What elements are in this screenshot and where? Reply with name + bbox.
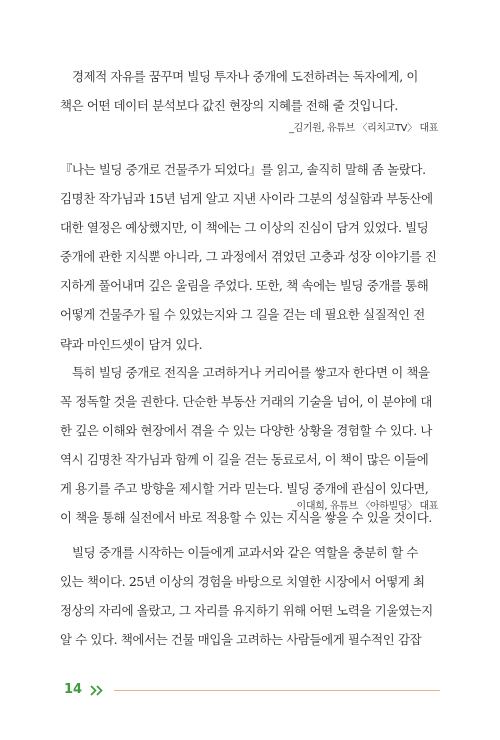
endorsement-3-text bbox=[60, 538, 438, 654]
text-line: 알 수 있다. 책에서는 건물 매입을 고려하는 사람들에게 필수적인 감잡 bbox=[60, 632, 422, 648]
endorsement-1-text bbox=[60, 62, 438, 120]
page-footer bbox=[64, 681, 440, 701]
text-line: 어떻게 건물주가 될 수 있었는지와 그 길을 걷는 데 필요한 실질적인 전 bbox=[60, 307, 425, 323]
text-line: 꼭 정독할 것을 권한다. 단순한 부동산 거래의 기술을 넘어, 이 분야에 대 bbox=[60, 394, 432, 410]
text-line: 있는 책이다. 25년 이상의 경험을 바탕으로 치열한 시장에서 어떻게 최 bbox=[60, 574, 425, 590]
text-line: 략과 마인드셋이 담겨 있다. bbox=[60, 336, 203, 352]
text-line: 역시 김명찬 작가님과 함께 이 길을 걷는 동료로서, 이 책이 많은 이들에 bbox=[60, 452, 429, 468]
double-chevron-right-icon bbox=[90, 685, 104, 696]
text-line: 한 깊은 이해와 현장에서 겪을 수 있는 다양한 상황을 경험할 수 있다. 나 bbox=[60, 423, 432, 439]
text-line: 경제적 자유를 꿈꾸며 빌딩 투자나 중개에 도전하려는 독자에게, 이 bbox=[72, 69, 419, 84]
text-line: 『나는 빌딩 중개로 건물주가 되었다』를 읽고, 솔직히 말해 좀 놀랐다. bbox=[60, 162, 426, 177]
text-line: 특히 빌딩 중개로 전직을 고려하거나 커리어를 쌓고자 한다면 이 책을 bbox=[72, 365, 430, 380]
text-line: 게 용기를 주고 방향을 제시할 거라 믿는다. 빌딩 중개에 관심이 있다면, bbox=[60, 481, 429, 497]
text-line: 대한 열정은 예상했지만, 이 책에는 그 이상의 진심이 담겨 있었다. 빌딩 bbox=[60, 220, 429, 236]
text-line: 지하게 풀어내며 깊은 울림을 주었다. 또한, 책 속에는 빌딩 중개를 통해 bbox=[60, 278, 429, 294]
text-line: 빌딩 중개를 시작하는 이들에게 교과서와 같은 역할을 충분히 할 수 bbox=[72, 545, 419, 560]
endorsement-2-signature: _이대희, 유튜브 〈아하빌딩〉 대표 bbox=[291, 501, 438, 512]
text-line: 정상의 자리에 올랐고, 그 자리를 유지하기 위해 어떤 노력을 기울였는지 bbox=[60, 603, 433, 619]
text-line: 책은 어떤 데이터 분석보다 값진 현장의 지혜를 전해 줄 것입니다. bbox=[60, 98, 398, 114]
text-line: 이 책을 통해 실전에서 바로 적용할 수 있는 지식을 쌓을 수 있을 것이다. bbox=[60, 510, 432, 526]
footer-rule bbox=[114, 690, 440, 691]
endorsement-2-paragraph-1 bbox=[60, 155, 438, 359]
page-number: 14 bbox=[64, 682, 83, 697]
text-line: 중개에 관한 지식뿐 아니라, 그 과정에서 겪었던 고충과 성장 이야기를 진 bbox=[60, 249, 437, 265]
endorsement-1-signature: _김기원, 유튜브 〈리치고TV〉 대표 bbox=[289, 123, 438, 134]
text-line: 김명찬 작가님과 15년 넘게 알고 지낸 사이라 그분의 성실함과 부동산에 bbox=[60, 191, 433, 207]
